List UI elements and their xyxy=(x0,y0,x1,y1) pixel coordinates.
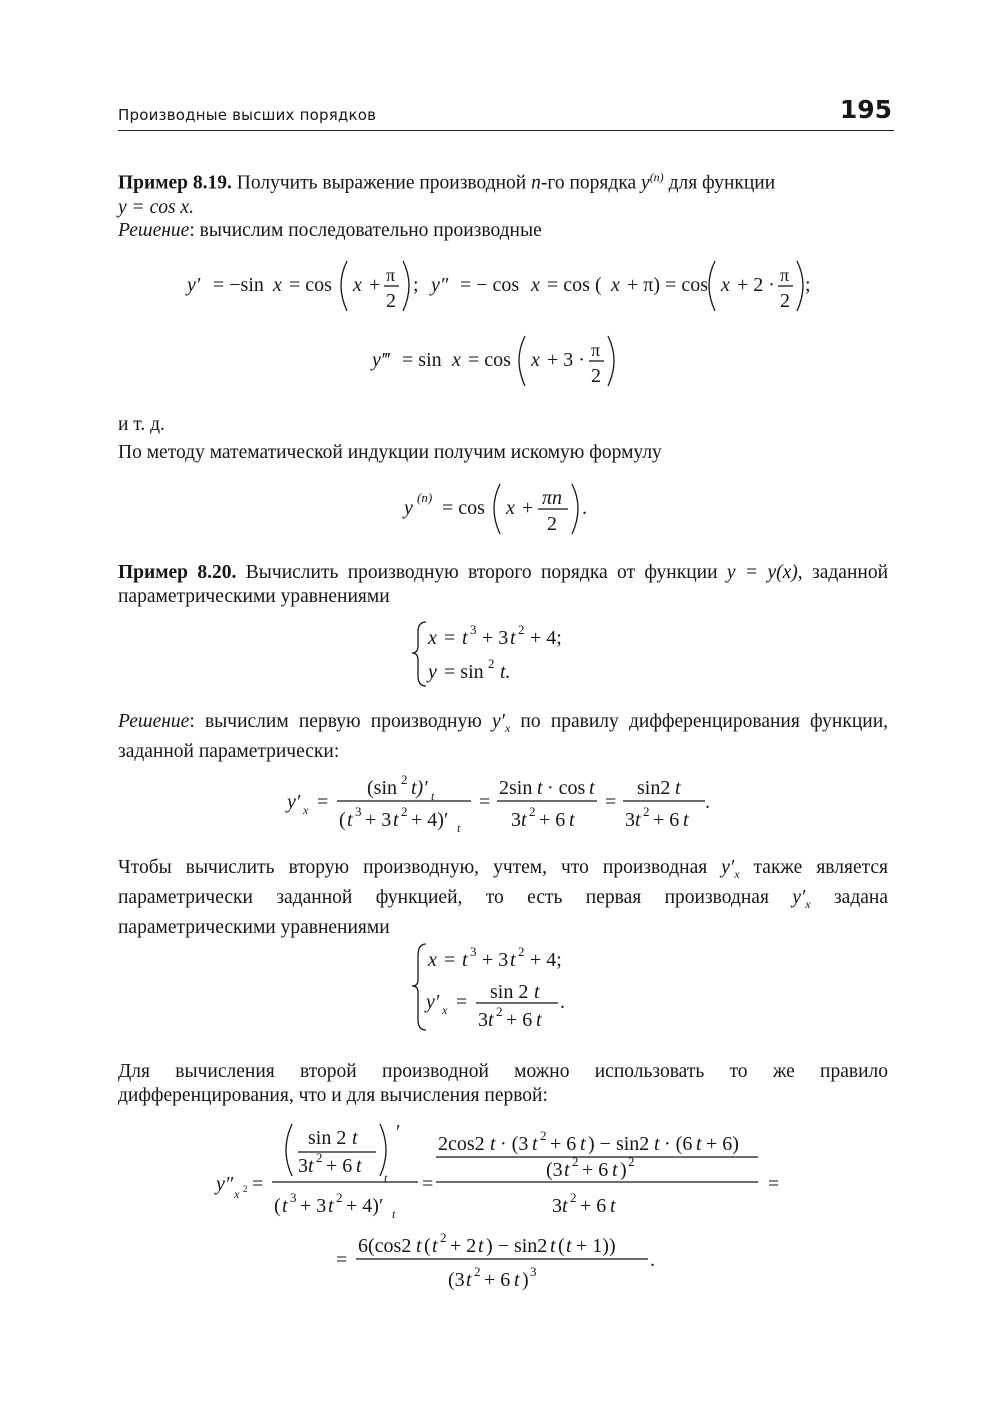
svg-text:=: = xyxy=(444,949,456,971)
svg-text:· (3: · (3 xyxy=(500,1133,529,1155)
svg-text:2: 2 xyxy=(496,1004,503,1019)
svg-text:2: 2 xyxy=(386,290,396,312)
svg-text:(: ( xyxy=(274,1195,281,1217)
svg-text:t: t xyxy=(534,981,540,1003)
equation-first-second-derivatives xyxy=(185,255,825,317)
svg-text:x: x xyxy=(452,349,461,371)
etc-text: и т. д. xyxy=(118,414,165,435)
svg-text:3: 3 xyxy=(625,809,635,831)
svg-text:(3: (3 xyxy=(546,1159,563,1181)
svg-text:+ 6: + 6 xyxy=(582,1159,609,1181)
svg-text:+ 4;: + 4; xyxy=(530,949,562,971)
svg-text:+: + xyxy=(369,274,381,296)
svg-text:) − sin2: ) − sin2 xyxy=(588,1133,650,1155)
induction-text: По методу математической индукции получим искомую формулу xyxy=(118,442,662,463)
svg-text:+ 3: + 3 xyxy=(300,1195,327,1217)
svg-text:+ 3: + 3 xyxy=(482,627,509,649)
svg-text:t: t xyxy=(282,1195,288,1217)
svg-text:2: 2 xyxy=(540,1128,547,1143)
second-derivative-text xyxy=(118,856,888,940)
svg-text:t: t xyxy=(392,1207,396,1221)
example-8-19-label: Пример 8.19. xyxy=(118,172,232,194)
svg-text:· (6: · (6 xyxy=(664,1133,693,1155)
equation-first-derivative-parametric xyxy=(285,772,725,836)
svg-text:3: 3 xyxy=(470,622,477,637)
svg-text:t: t xyxy=(610,1195,616,1217)
svg-text:;: ; xyxy=(805,274,811,296)
svg-text:t: t xyxy=(384,1171,388,1185)
svg-text:;: ; xyxy=(413,274,419,296)
svg-text:y: y xyxy=(428,661,437,683)
svg-text:2: 2 xyxy=(572,1154,579,1169)
example-8-20-statement xyxy=(118,561,888,609)
svg-text:+ 6: + 6 xyxy=(484,1269,511,1291)
svg-text:t: t xyxy=(514,1269,520,1291)
svg-text:t: t xyxy=(696,1133,702,1155)
svg-text:x: x xyxy=(428,627,437,649)
rule-text: Для вычисления второй производной можно использовать то же правило дифференцирования, что и для вычисления первой: xyxy=(118,1061,888,1106)
svg-text:t: t xyxy=(536,1009,542,1031)
svg-text:2: 2 xyxy=(243,1184,248,1194)
svg-text:y‴: y‴ xyxy=(372,349,390,371)
svg-text:t: t xyxy=(564,1159,570,1181)
svg-text:t.: t. xyxy=(500,661,511,683)
svg-text:.: . xyxy=(650,1249,655,1271)
svg-text:+ 2 ·: + 2 · xyxy=(737,274,775,296)
svg-text:+ 4;: + 4; xyxy=(530,627,562,649)
svg-text:πn: πn xyxy=(542,487,563,509)
statement-text-2: -го порядка xyxy=(540,172,642,194)
svg-text:2: 2 xyxy=(488,656,495,671)
svg-text:): ) xyxy=(620,1159,627,1181)
svg-text:.: . xyxy=(560,991,565,1013)
svg-text:y: y xyxy=(404,497,413,519)
svg-text:t: t xyxy=(589,777,595,799)
svg-text:= cos (: = cos ( xyxy=(547,274,602,296)
svg-text:+ 2: + 2 xyxy=(450,1235,477,1257)
svg-text:2: 2 xyxy=(518,944,525,959)
svg-text:π: π xyxy=(386,265,396,285)
svg-text:): ) xyxy=(522,1269,529,1291)
svg-text:t: t xyxy=(462,627,468,649)
svg-text:x: x xyxy=(234,1187,240,1201)
svg-text:=: = xyxy=(456,991,468,1013)
svg-text:+ 6: + 6 xyxy=(539,809,566,831)
svg-text:2: 2 xyxy=(570,1190,577,1205)
svg-text:x: x xyxy=(273,274,282,296)
function-definition: y = y(x) xyxy=(726,562,798,583)
svg-text:=: = xyxy=(336,1249,348,1271)
page-number: 195 xyxy=(839,95,892,124)
svg-text:y′: y′ xyxy=(187,274,201,296)
svg-text:3: 3 xyxy=(290,1190,297,1205)
svg-text:t: t xyxy=(510,627,516,649)
svg-text:+ 4)′: + 4)′ xyxy=(346,1195,384,1217)
svg-text:2: 2 xyxy=(336,1190,343,1205)
svg-text:2: 2 xyxy=(401,804,408,819)
svg-text:t: t xyxy=(308,1155,314,1177)
svg-text:y′: y′ xyxy=(287,791,301,813)
svg-text:=: = xyxy=(252,1173,264,1195)
svg-text:t: t xyxy=(675,777,681,799)
solution-intro-8-20 xyxy=(118,710,888,764)
svg-text:.: . xyxy=(582,497,587,519)
order-superscript: (n) xyxy=(649,170,664,184)
svg-text:π: π xyxy=(780,265,790,285)
svg-text:t: t xyxy=(510,949,516,971)
running-head xyxy=(118,95,894,131)
svg-text:t: t xyxy=(580,1133,586,1155)
example-8-19-statement xyxy=(118,165,888,220)
svg-text:= cos: = cos xyxy=(289,274,332,296)
svg-text:2: 2 xyxy=(529,804,536,819)
running-head-title: Производные высших порядков xyxy=(118,106,377,124)
svg-text:sin 2: sin 2 xyxy=(308,1127,347,1149)
svg-text:x: x xyxy=(428,949,437,971)
svg-text:t: t xyxy=(352,1127,358,1149)
svg-text:t: t xyxy=(356,1155,362,1177)
svg-text:t: t xyxy=(537,777,543,799)
svg-text:x: x xyxy=(442,1003,448,1017)
second-text-3: задана параметрическими уравнениями xyxy=(118,886,888,938)
yx-symbol: y′ xyxy=(792,886,806,908)
statement-text-1: Вычислить производную второго порядка от функции xyxy=(245,562,727,583)
second-text-2: также является параметрически заданной функцией, то есть первая производная xyxy=(118,857,888,908)
svg-text:3: 3 xyxy=(511,809,521,831)
svg-text:2: 2 xyxy=(401,772,408,787)
y-symbol: y xyxy=(641,172,650,194)
svg-text:2: 2 xyxy=(316,1150,323,1165)
svg-text:=: = xyxy=(479,791,491,813)
svg-text:y′: y′ xyxy=(426,991,440,1013)
svg-text:t: t xyxy=(457,821,461,835)
svg-text:3: 3 xyxy=(478,1009,488,1031)
svg-text:3: 3 xyxy=(470,944,477,959)
yx-symbol: y′ xyxy=(721,857,735,878)
svg-text:2: 2 xyxy=(518,622,525,637)
equation-second-derivative xyxy=(212,1120,792,1220)
svg-text:t: t xyxy=(393,809,399,831)
yx-subscript: x xyxy=(734,866,740,881)
svg-text:t: t xyxy=(683,809,689,831)
svg-text:) − sin2: ) − sin2 xyxy=(486,1235,548,1257)
svg-text:2: 2 xyxy=(780,290,790,312)
svg-text:t: t xyxy=(654,1133,660,1155)
svg-text:+ 6): + 6) xyxy=(706,1133,739,1155)
example-8-20-label: Пример 8.20. xyxy=(118,562,237,583)
svg-text:2: 2 xyxy=(474,1264,481,1279)
svg-text:sin 2: sin 2 xyxy=(490,981,529,1003)
svg-text:= cos: = cos xyxy=(468,349,511,371)
solution-text-1: : вычислим первую производную xyxy=(189,711,492,732)
svg-text:(: ( xyxy=(424,1235,431,1257)
svg-text:2: 2 xyxy=(628,1154,635,1169)
svg-text:3: 3 xyxy=(298,1155,308,1177)
svg-text:t)′: t)′ xyxy=(411,777,428,799)
solution-intro-8-19 xyxy=(118,219,888,243)
svg-text:t: t xyxy=(416,1235,422,1257)
svg-text:2: 2 xyxy=(547,513,557,535)
statement-text-1: Получить выражение производной xyxy=(236,172,532,194)
equation-second-derivative-result xyxy=(336,1228,676,1300)
solution-label: Решение xyxy=(118,220,190,241)
svg-text:x: x xyxy=(531,349,540,371)
svg-text:=: = xyxy=(768,1173,780,1195)
svg-text:2: 2 xyxy=(643,804,650,819)
svg-text:t: t xyxy=(612,1159,618,1181)
svg-text:3: 3 xyxy=(530,1264,537,1279)
statement-text-3: для функции xyxy=(663,172,776,194)
svg-text:y″: y″ xyxy=(216,1173,234,1195)
svg-text:2: 2 xyxy=(591,365,601,387)
svg-text:t: t xyxy=(532,1133,538,1155)
svg-text:=: = xyxy=(605,791,617,813)
svg-text:+: + xyxy=(522,497,534,519)
parametric-system-2 xyxy=(412,940,612,1034)
svg-text:t: t xyxy=(566,1235,572,1257)
svg-text:+ 6: + 6 xyxy=(550,1133,577,1155)
solution-text: : вычислим последовательно производные xyxy=(189,220,542,241)
svg-text:t: t xyxy=(347,809,353,831)
svg-text:(n): (n) xyxy=(417,490,433,505)
svg-text:t: t xyxy=(562,1195,568,1217)
svg-text:3: 3 xyxy=(552,1195,562,1217)
svg-text:x: x xyxy=(531,274,540,296)
equation-nth-derivative xyxy=(402,478,602,540)
svg-text:(sin: (sin xyxy=(367,777,397,799)
statement-text-2: , заданной параметрическими уравнениями xyxy=(118,562,889,607)
svg-text:(: ( xyxy=(339,809,346,831)
solution-label: Решение xyxy=(118,711,190,732)
svg-text:π: π xyxy=(591,340,601,360)
svg-text:′: ′ xyxy=(396,1121,401,1143)
svg-text:x: x xyxy=(506,497,515,519)
svg-text:t: t xyxy=(466,1269,472,1291)
svg-text:.: . xyxy=(705,791,710,813)
svg-text:sin2: sin2 xyxy=(637,777,671,799)
svg-text:t: t xyxy=(490,1133,496,1155)
svg-text:t: t xyxy=(635,809,641,831)
svg-text:=: = xyxy=(317,791,329,813)
svg-text:+ π) = cos: + π) = cos xyxy=(627,274,708,296)
yx-subscript: x xyxy=(805,896,811,911)
svg-text:6(cos2: 6(cos2 xyxy=(358,1235,412,1257)
svg-text:t: t xyxy=(569,809,575,831)
svg-text:t: t xyxy=(431,789,435,803)
svg-text:y″: y″ xyxy=(431,274,449,296)
svg-text:+ 1)): + 1)) xyxy=(576,1235,616,1257)
solution-text-2: по правилу дифференцирования функции, заданной параметрически: xyxy=(118,711,889,762)
svg-text:(: ( xyxy=(558,1235,565,1257)
svg-text:= sin: = sin xyxy=(444,661,484,683)
svg-text:+ 3: + 3 xyxy=(482,949,509,971)
svg-text:2sin: 2sin xyxy=(499,777,533,799)
yx-symbol: y′ xyxy=(491,711,505,732)
svg-text:t: t xyxy=(521,809,527,831)
svg-text:2cos2: 2cos2 xyxy=(438,1133,485,1155)
svg-text:=: = xyxy=(444,627,456,649)
svg-text:+ 3: + 3 xyxy=(365,809,392,831)
svg-text:+ 6: + 6 xyxy=(653,809,680,831)
svg-text:x: x xyxy=(611,274,620,296)
svg-text:t: t xyxy=(550,1235,556,1257)
svg-text:x: x xyxy=(721,274,730,296)
svg-text:t: t xyxy=(462,949,468,971)
svg-text:t: t xyxy=(488,1009,494,1031)
svg-text:+ 3 ·: + 3 · xyxy=(547,349,585,371)
svg-text:3: 3 xyxy=(355,804,362,819)
n-symbol: n xyxy=(531,172,541,194)
svg-text:· cos: · cos xyxy=(547,777,586,799)
svg-text:= sin: = sin xyxy=(402,349,442,371)
svg-text:+ 6: + 6 xyxy=(326,1155,353,1177)
svg-text:+ 6: + 6 xyxy=(580,1195,607,1217)
svg-text:t: t xyxy=(478,1235,484,1257)
svg-text:t: t xyxy=(432,1235,438,1257)
svg-text:x: x xyxy=(353,274,362,296)
svg-text:+ 4)′: + 4)′ xyxy=(411,809,449,831)
svg-text:= − cos: = − cos xyxy=(460,274,520,296)
second-text-1: Чтобы вычислить вторую производную, учтем, что производная xyxy=(118,857,722,878)
svg-text:(3: (3 xyxy=(448,1269,465,1291)
svg-text:= −sin: = −sin xyxy=(213,274,264,296)
svg-text:2: 2 xyxy=(440,1230,447,1245)
function-definition: y = cos x. xyxy=(118,196,194,218)
svg-text:x: x xyxy=(303,803,309,817)
svg-text:= cos: = cos xyxy=(442,497,485,519)
parametric-system-1 xyxy=(412,618,612,690)
svg-text:+ 6: + 6 xyxy=(506,1009,533,1031)
svg-text:=: = xyxy=(422,1173,434,1195)
svg-text:t: t xyxy=(328,1195,334,1217)
equation-third-derivative xyxy=(370,330,630,392)
yx-subscript: x xyxy=(504,720,511,735)
